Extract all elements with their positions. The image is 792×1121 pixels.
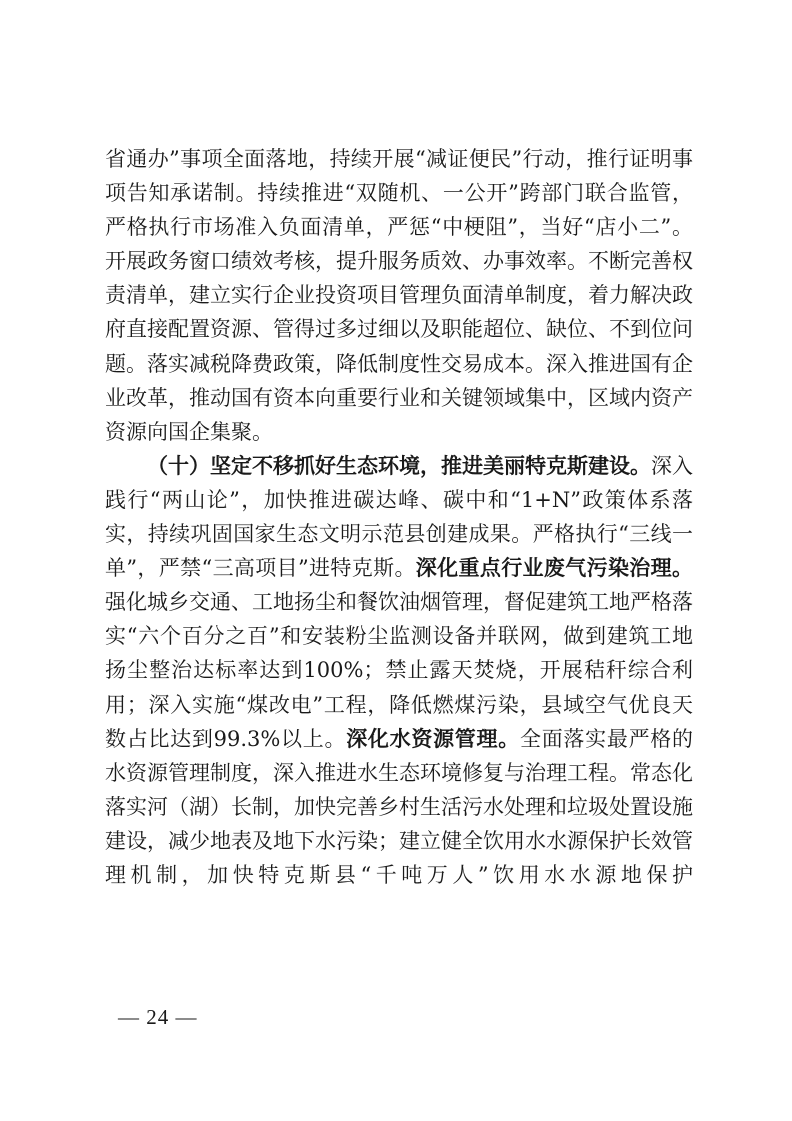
paragraph-text: 省通办”事项全面落地，持续开展“减证便民”行动，推行证明事项告知承诺制。持续推进“双随机、一公开”跨部门联合监管，严格执行市场准入负面清单，严惩“中梗阻”，当好“店小二”。开展政务窗口绩效考核，提升服务质效、办事效率。不断完善权责清单，建立实行企业投资项目管理负面清单制度，着力解决政府直接配置资源、管得过多过细以及职能超位、缺位、不到位问题。落实减税降费政策，降低制度性交易成本。深入推进国有企业改革，推动国有资本向重要行业和关键领域集中，区域内资产资源向国企集聚。	[105, 147, 693, 444]
section-heading: （十）坚定不移抓好生态环境，推进美丽特克斯建设。	[147, 453, 651, 478]
subsection-heading-water: 深化水资源管理。	[346, 726, 520, 751]
page-number: — 24 —	[118, 1005, 198, 1029]
paragraph-text: 深入践行“两山论”，加快推进碳达峰、碳中和“1+N”政策体系落实，持续巩固国家生态文明示范县创建成果。严格执行“三线一单”，严禁“三高项目”进特克斯。	[105, 453, 693, 581]
paragraph-ecological-environment	[105, 449, 693, 892]
paragraph-government-reform	[105, 142, 693, 449]
paragraph-text: 强化城乡交通、工地扬尘和餐饮油烟管理，督促建筑工地严格落实“六个百分之百”和安装粉尘监测设备并联网，做到建筑工地扬尘整治达标率达到100%；禁止露天焚烧，开展秸秆综合利用；深入实施“煤改电”工程，降低燃煤污染，县域空气优良天数占比达到99.3%以上。	[105, 590, 693, 751]
paragraph-text: 全面落实最严格的水资源管理制度，深入推进水生态环境修复与治理工程。常态化落实河（湖）长制，加快完善乡村生活污水处理和垃圾处置设施建设，减少地表及地下水污染；建立健全饮用水水源保护长效管理机制，加快特克斯县“千吨万人”饮用水水源地保护	[105, 726, 694, 887]
subsection-heading-air: 深化重点行业废气污染治理。	[415, 556, 693, 581]
document-body	[105, 142, 693, 892]
